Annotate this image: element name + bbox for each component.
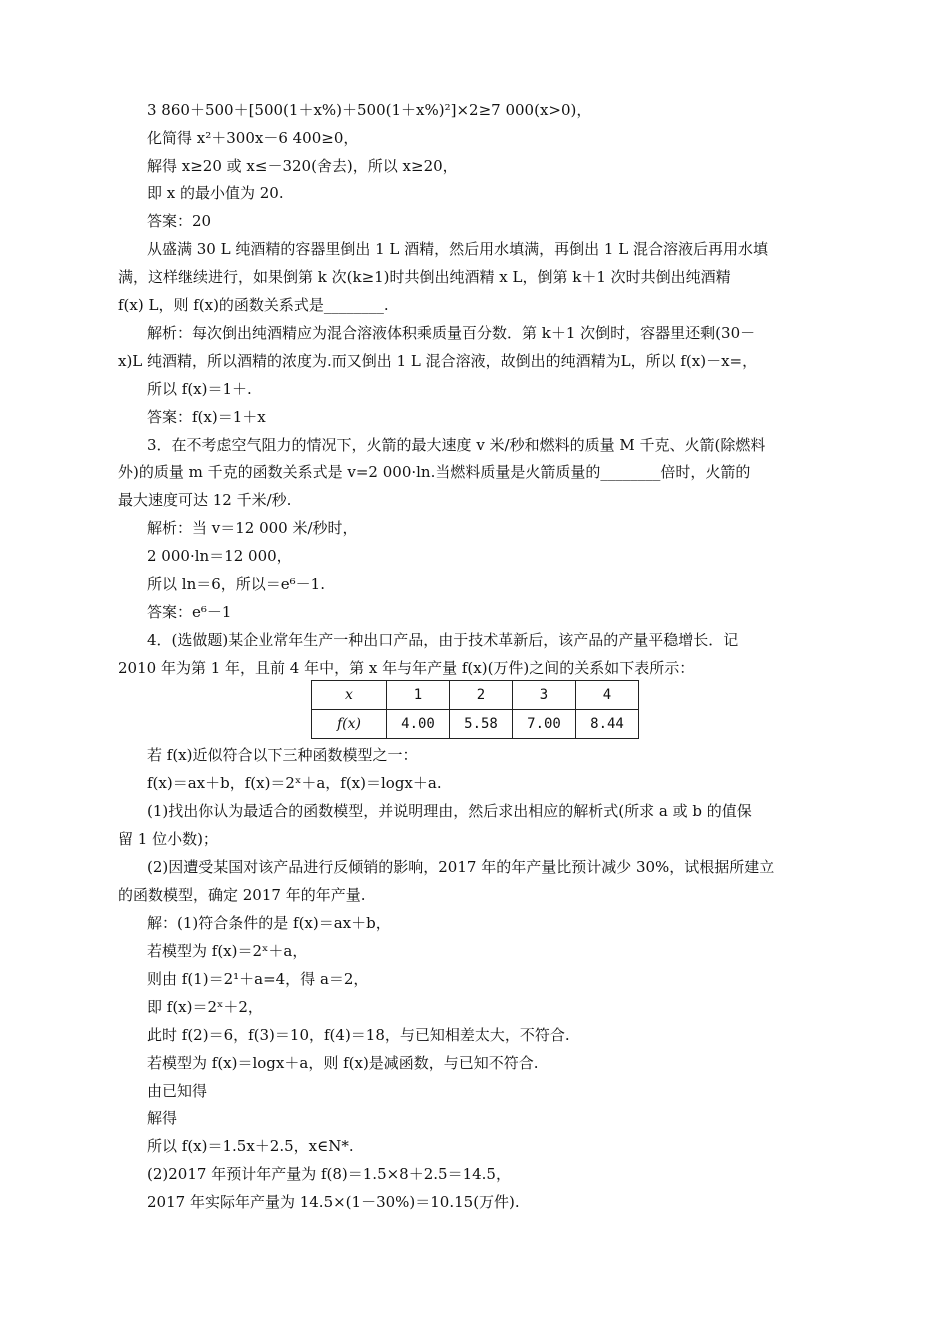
question-line: 外)的质量 m 千克的函数关系式是 v=2 000·ln.当燃料质量是火箭质量的________倍时，火箭的 bbox=[118, 463, 751, 481]
question-line: 2010 年为第 1 年，且前 4 年中，第 x 年与年产量 f(x)(万件)之间的关系如下表所示： bbox=[118, 659, 695, 677]
table-cell: 5.58 bbox=[450, 710, 513, 739]
text-line: f(x) L，则 f(x)的函数关系式是________. bbox=[118, 296, 389, 314]
text-line: 的函数模型，确定 2017 年的年产量. bbox=[118, 886, 366, 904]
text-line: 所以 f(x)＝1.5x＋2.5，x∈N*. bbox=[147, 1137, 354, 1155]
text-line: 留 1 位小数)； bbox=[118, 830, 218, 848]
answer-line: 答案：e⁶－1 bbox=[147, 603, 232, 621]
table-header-cell: 3 bbox=[513, 681, 576, 710]
text-line: 由已知得 bbox=[147, 1082, 208, 1100]
table-cell: 4.00 bbox=[387, 710, 450, 739]
text-line: 即 f(x)＝2ˣ＋2， bbox=[147, 998, 263, 1016]
data-table bbox=[311, 680, 639, 739]
text-line: 所以 f(x)＝1＋. bbox=[147, 380, 252, 398]
text-line: 2 000·ln＝12 000， bbox=[147, 547, 292, 565]
text-line: x)L 纯酒精，所以酒精的浓度为.而又倒出 1 L 混合溶液，故倒出的纯酒精为L，所以 f(x)－x=， bbox=[118, 352, 758, 370]
text-line: 解得 x≥20 或 x≤－320(舍去)，所以 x≥20， bbox=[147, 157, 458, 175]
text-line: 满，这样继续进行，如果倒第 k 次(k≥1)时共倒出纯酒精 x L，倒第 k＋1 次时共倒出纯酒精 bbox=[118, 268, 731, 286]
text-line: 此时 f(2)＝6，f(3)＝10，f(4)＝18，与已知相差太大，不符合. bbox=[147, 1026, 570, 1044]
table-row bbox=[312, 681, 639, 710]
table-cell: 7.00 bbox=[513, 710, 576, 739]
table-header-cell: 1 bbox=[387, 681, 450, 710]
answer-line: 答案：20 bbox=[147, 212, 212, 230]
text-line: 若 f(x)近似符合以下三种函数模型之一： bbox=[147, 746, 418, 764]
text-line: f(x)＝ax＋b，f(x)＝2ˣ＋a，f(x)＝logx＋a. bbox=[147, 774, 442, 792]
question-line: 4．(选做题)某企业常年生产一种出口产品，由于技术革新后，该产品的产量平稳增长．记 bbox=[147, 631, 739, 649]
question-line: 最大速度可达 12 千米/秒. bbox=[118, 491, 292, 509]
text-line: 3 860＋500＋[500(1＋x%)＋500(1＋x%)²]×2≥7 000(x>0)， bbox=[147, 101, 592, 119]
text-line: 解析：每次倒出纯酒精应为混合溶液体积乘质量百分数．第 k＋1 次倒时，容器里还剩(30－ bbox=[147, 324, 756, 342]
table-cell: 8.44 bbox=[576, 710, 639, 739]
text-line: 若模型为 f(x)＝logx＋a，则 f(x)是减函数，与已知不符合. bbox=[147, 1054, 539, 1072]
table-row bbox=[312, 710, 639, 739]
table-header-cell: x bbox=[312, 681, 387, 710]
text-line: 从盛满 30 L 纯酒精的容器里倒出 1 L 酒精，然后用水填满，再倒出 1 L 混合溶液后再用水填 bbox=[147, 240, 768, 258]
text-line: 解：(1)符合条件的是 f(x)＝ax＋b， bbox=[147, 914, 391, 932]
text-line: 则由 f(1)＝2¹＋a=4，得 a＝2， bbox=[147, 970, 369, 988]
table-header-cell: 4 bbox=[576, 681, 639, 710]
text-line: 解得 bbox=[147, 1109, 178, 1127]
text-line: 若模型为 f(x)＝2ˣ＋a， bbox=[147, 942, 308, 960]
answer-line: 答案：f(x)＝1＋x bbox=[147, 408, 266, 426]
text-line: 即 x 的最小值为 20. bbox=[147, 184, 284, 202]
text-line: 所以 ln＝6，所以＝e⁶－1. bbox=[147, 575, 325, 593]
text-line: (2)因遭受某国对该产品进行反倾销的影响，2017 年的年产量比预计减少 30%，试根据所建立 bbox=[147, 858, 775, 876]
table-cell: f(x) bbox=[312, 710, 387, 739]
text-line: 化简得 x²＋300x－6 400≥0， bbox=[147, 129, 359, 147]
text-line: 2017 年实际年产量为 14.5×(1－30%)＝10.15(万件). bbox=[147, 1193, 520, 1211]
text-line: 解析：当 v＝12 000 米/秒时， bbox=[147, 519, 358, 537]
question-line: 3．在不考虑空气阻力的情况下，火箭的最大速度 v 米/秒和燃料的质量 M 千克、火箭(除燃料 bbox=[147, 436, 766, 454]
table-header-cell: 2 bbox=[450, 681, 513, 710]
text-line: (1)找出你认为最适合的函数模型，并说明理由，然后求出相应的解析式(所求 a 或 b 的值保 bbox=[147, 802, 752, 820]
text-line: (2)2017 年预计年产量为 f(8)＝1.5×8＋2.5＝14.5， bbox=[147, 1165, 511, 1183]
